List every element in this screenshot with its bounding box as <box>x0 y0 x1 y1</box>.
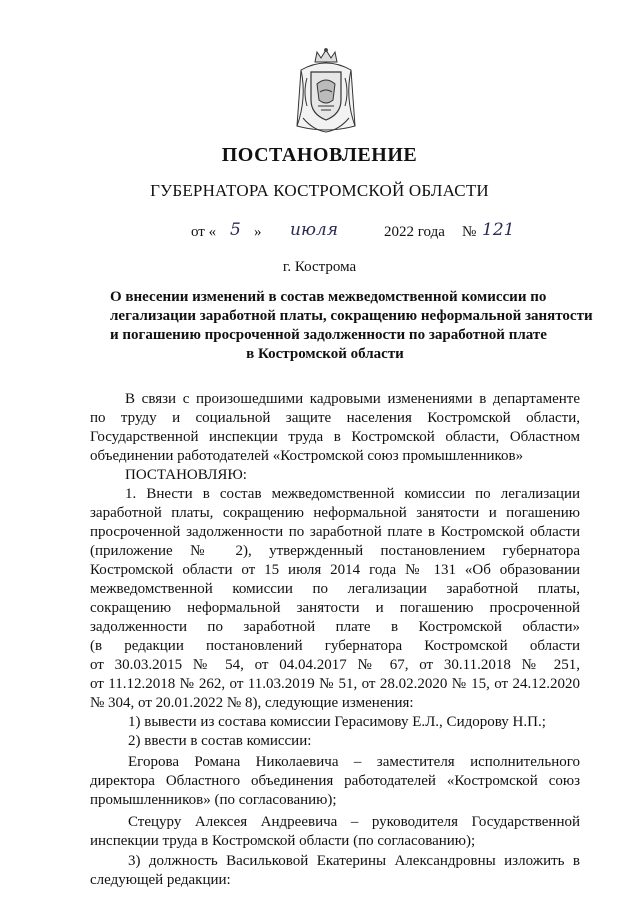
paragraph-item-1 <box>90 485 580 713</box>
date-day: 5 <box>230 220 241 240</box>
list-item: 1) вывести из состава комиссии Герасимову Е.Л., Сидорову Н.П.; <box>128 714 546 730</box>
date-line <box>0 220 639 246</box>
coat-of-arms-icon <box>293 48 359 136</box>
coat-of-arms-emblem <box>293 48 359 136</box>
decree-word: ПОСТАНОВЛЯЮ: <box>125 467 247 483</box>
number-label: № <box>462 224 477 240</box>
text-line: следующей редакции: <box>90 872 231 888</box>
text-line: № 304, от 20.01.2022 № 8), следующие изменения: <box>90 695 414 711</box>
document-title: ПОСТАНОВЛЕНИЕ <box>221 144 418 166</box>
text-line: заработной платы, сокращению неформальной занятости и погашению <box>90 505 580 521</box>
text-line: по труду и социальной защите населения Костромской области, <box>90 410 580 426</box>
text-line: сокращению неформальной занятости и погашению просроченной <box>90 600 580 616</box>
text-line: Государственной инспекции труда в Костромской области, Областном <box>90 429 580 445</box>
text-line: от 30.03.2015 № 54, от 04.04.2017 № 67, от 30.11.2018 № 251, <box>90 657 580 673</box>
date-prefix: от « <box>191 224 217 240</box>
date-year: 2022 года <box>384 224 445 240</box>
list-items <box>90 713 580 751</box>
text-line: объединении работодателей «Костромской союз промышленников» <box>90 448 524 464</box>
text-line: Егорова Романа Николаевича – заместителя исполнительного <box>128 754 580 770</box>
text-line: В связи с произошедшими кадровыми изменениями в департаменте <box>125 391 580 407</box>
document-number: 121 <box>482 220 515 240</box>
city: г. Кострома <box>282 259 357 275</box>
list-item: 2) ввести в состав комиссии: <box>128 733 312 749</box>
subject-line: и погашению просроченной задолженности по заработной плате <box>110 327 547 343</box>
text-line: межведомственной комиссии по легализации заработной платы, <box>90 581 580 597</box>
text-line: от 11.12.2018 № 262, от 11.03.2019 № 51, от 28.02.2020 № 15, от 24.12.2020 <box>90 676 580 692</box>
subject-line: легализации заработной платы, сокращению неформальной занятости <box>110 308 593 324</box>
text-line: задолженности по заработной плате в Костромской области» <box>90 619 580 635</box>
text-line: 1. Внести в состав межведомственной комиссии по легализации <box>125 486 580 502</box>
paragraph-preamble <box>90 390 580 485</box>
text-line: просроченной задолженности по заработной плате в Костромской области <box>90 524 580 540</box>
date-month: июля <box>290 220 338 240</box>
text-line: Стецуру Алексея Андреевича – руководителя Государственной <box>128 814 580 830</box>
document-subject <box>110 288 593 364</box>
subject-line: О внесении изменений в состав межведомственной комиссии по <box>110 289 547 305</box>
text-line: Костромской области от 15 июля 2014 года № 131 «Об образовании <box>90 562 580 578</box>
subject-line: в Костромской области <box>246 346 404 362</box>
text-line: (в редакции постановлений губернатора Костромской области <box>90 638 580 654</box>
paragraph-egorov <box>90 753 580 810</box>
paragraph-vasilkova <box>90 852 580 890</box>
text-line: директора Областного объединения работодателей «Костромской союз <box>90 773 580 789</box>
issuing-authority: ГУБЕРНАТОРА КОСТРОМСКОЙ ОБЛАСТИ <box>150 181 489 200</box>
text-line: 3) должность Васильковой Екатерины Александровны изложить в <box>128 853 580 869</box>
text-line: инспекции труда в Костромской области (по согласованию); <box>90 833 476 849</box>
text-line: (приложение № 2), утвержденный постановлением губернатора <box>90 543 580 559</box>
paragraph-stetsura <box>90 813 580 851</box>
text-line: промышленников» (по согласованию); <box>90 792 337 808</box>
date-separator: » <box>254 224 262 240</box>
